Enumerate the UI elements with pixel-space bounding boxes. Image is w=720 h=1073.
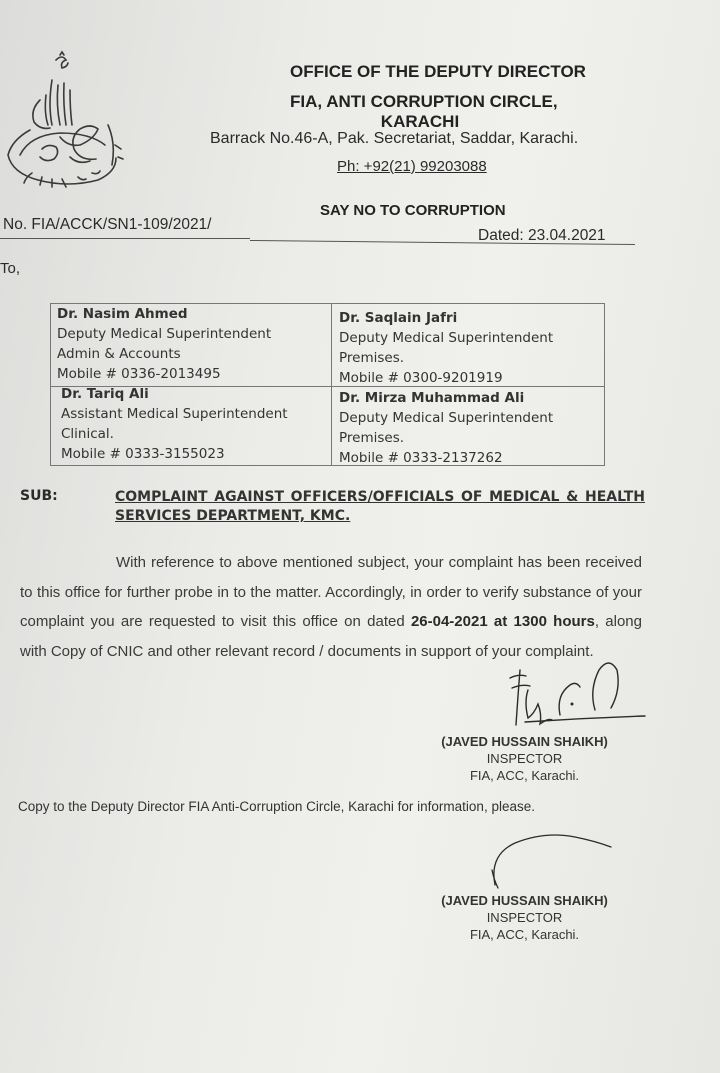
fia-emblem-logo	[0, 45, 135, 195]
to-label: To,	[0, 260, 21, 277]
recipient-cell: Dr. Saqlain Jafri Deputy Medical Superintendent Premises. Mobile # 0300-9201919	[339, 310, 554, 386]
recipients-table	[50, 303, 605, 466]
subject-label: SUB:	[20, 488, 58, 504]
office-phone: Ph: +92(21) 99203088	[337, 158, 487, 175]
anti-corruption-slogan: SAY NO TO CORRUPTION	[320, 202, 506, 219]
letter-date: Dated: 23.04.2021	[478, 227, 606, 244]
office-title: OFFICE OF THE DEPUTY DIRECTOR	[290, 62, 586, 81]
recipient-cell: Dr. Nasim Ahmed Deputy Medical Superintendent Admin & Accounts Mobile # 0336-2013495	[57, 306, 272, 382]
recipient-cell: Dr. Mirza Muhammad Ali Deputy Medical Superintendent Premises. Mobile # 0333-2137262	[339, 390, 554, 466]
office-city: KARACHI	[380, 112, 460, 131]
signature-block-1: (JAVED HUSSAIN SHAIKH) INSPECTOR FIA, ACC, Karachi.	[441, 734, 608, 783]
recipient-cell: Dr. Tariq Ali Assistant Medical Superintendent Clinical. Mobile # 0333-3155023	[61, 386, 288, 462]
office-unit: FIA, ANTI CORRUPTION CIRCLE,	[290, 92, 558, 111]
inspector-signature-2	[480, 825, 620, 895]
inspector-signature	[500, 660, 660, 735]
reference-divider	[0, 238, 250, 239]
signature-block-2: (JAVED HUSSAIN SHAIKH) INSPECTOR FIA, ACC, Karachi.	[441, 893, 608, 942]
reference-number: No. FIA/ACCK/SN1-109/2021/	[3, 216, 212, 233]
copy-to-line: Copy to the Deputy Director FIA Anti-Corruption Circle, Karachi for information, please.	[18, 799, 535, 814]
subject-text: COMPLAINT AGAINST OFFICERS/OFFICIALS OF MEDICAL & HEALTH SERVICES DEPARTMENT, KMC.	[115, 489, 645, 524]
letter-body: With reference to above mentioned subject, your complaint has been received to this office for further probe in to the matter. Accordingly, in order to verify substance of your complaint you are requested to visit this office on dated 26-04-2021 at 1300 hours, along with Copy of CNIC and other relevant record / documents in support of your complaint.	[20, 554, 642, 660]
appointment-datetime: 26-04-2021 at 1300 hours	[410, 613, 595, 630]
office-address: Barrack No.46-A, Pak. Secretariat, Saddar, Karachi.	[210, 130, 579, 147]
